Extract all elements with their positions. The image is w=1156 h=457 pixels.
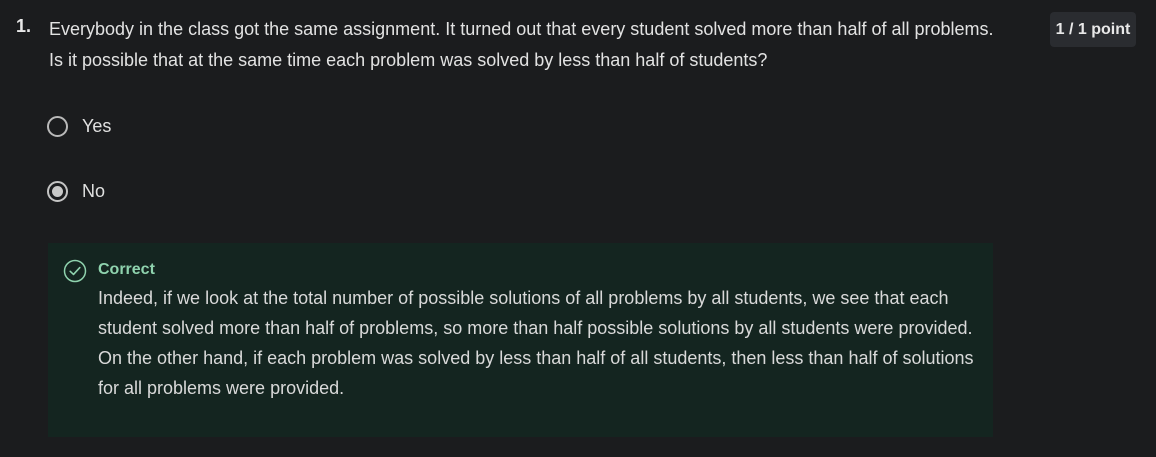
correct-status-label: Correct: [98, 261, 155, 278]
feedback-panel: [48, 243, 993, 437]
radio-button-checked[interactable]: [47, 181, 68, 202]
check-circle-icon: [63, 259, 87, 283]
question-text: Everybody in the class got the same assignment. It turned out that every student solved more than half of all problems. Is it possible that at the same time each problem was solved by less than half of students?: [49, 19, 994, 70]
radio-button-unchecked[interactable]: [47, 116, 68, 137]
option-yes[interactable]: [47, 116, 111, 137]
option-label: Yes: [82, 116, 112, 136]
feedback-explanation: Indeed, if we look at the total number of possible solutions of all problems by all students, we see that each student solved more than half of problems, so more than half possible solutions by all students were provided. On the other hand, if each problem was solved by less than half of all students, then less than half of solutions for all problems were provided.: [98, 288, 974, 398]
points-badge: 1 / 1 point: [1050, 12, 1136, 47]
option-no[interactable]: [47, 181, 105, 202]
question-number: 1.: [16, 16, 32, 36]
option-label: No: [82, 181, 106, 201]
